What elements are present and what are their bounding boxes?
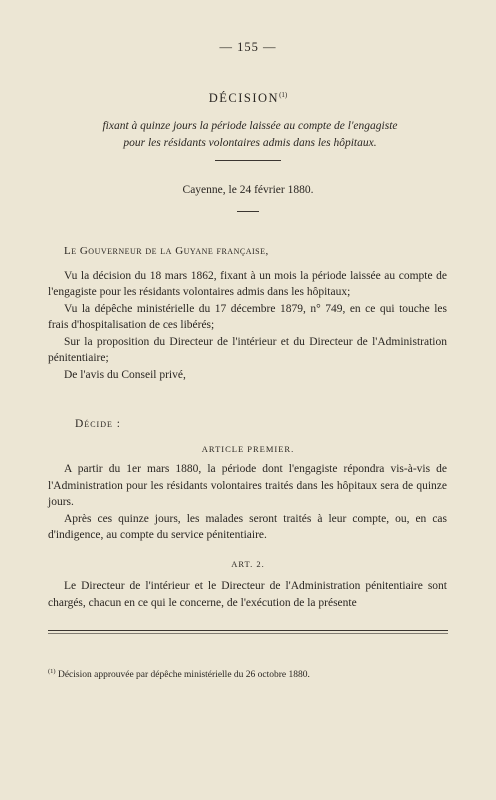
authority-line: Le Gouverneur de la Guyane française,	[64, 245, 269, 257]
page-number: — 155 —	[219, 40, 277, 54]
article1-body	[48, 461, 447, 544]
decision-title	[0, 91, 496, 106]
footnote-text: Décision approuvée par dépêche ministérielle du 26 octobre 1880.	[57, 670, 310, 681]
article1-paragraph-2: Après ces quinze jours, les malades seront traités à leur compte, ou, en cas d'indigence, au compte du service pénitentiaire.	[48, 512, 447, 541]
consideration-4: De l'avis du Conseil privé,	[64, 368, 186, 381]
title-footnote-marker: (1)	[279, 91, 288, 99]
footnote-marker: (1)	[48, 668, 56, 675]
consideration-2: Vu la dépêche ministérielle du 17 décembre 1879, n° 749, en ce qui touche les frais d'hospitalisation de ces libérés;	[48, 302, 447, 331]
article2-paragraph: Le Directeur de l'intérieur et le Directeur de l'Administration pénitentiaire sont chargés, chacun en ce qui le concerne, de l'exécution de la présente	[48, 580, 447, 609]
title-text: DÉCISION	[208, 91, 280, 106]
title-rule	[215, 160, 281, 161]
consideration-1: Vu la décision du 18 mars 1862, fixant à un mois la période laissée au compte de l'engagiste pour les résidants volontaires admis dans les hôpitaux;	[48, 269, 447, 298]
article2-body	[48, 578, 447, 611]
article1-paragraph-1: A partir du 1er mars 1880, la période dont l'engagiste répondra vis-à-vis de l'Administration pour les résidants volontaires traités dans les hôpitaux sera de quinze jours.	[48, 463, 447, 508]
footnote-rule-2	[48, 633, 448, 634]
date-rule	[237, 211, 259, 212]
footnote-rule	[48, 630, 448, 631]
consideration-3: Sur la proposition du Directeur de l'intérieur et du Directeur de l'Administration pénitentiaire;	[48, 335, 447, 364]
preamble	[48, 243, 447, 383]
decide-line: Décide :	[75, 418, 121, 430]
footnote	[48, 668, 448, 680]
place-date: Cayenne, le 24 février 1880.	[182, 184, 314, 196]
article1-heading: ARTICLE PREMIER.	[201, 444, 295, 454]
article2-heading: ART. 2.	[231, 559, 265, 569]
decision-subtitle: fixant à quinze jours la période laissée au compte de l'engagiste pour les résidants volontaires admis dans les hôpitaux.	[102, 120, 398, 149]
